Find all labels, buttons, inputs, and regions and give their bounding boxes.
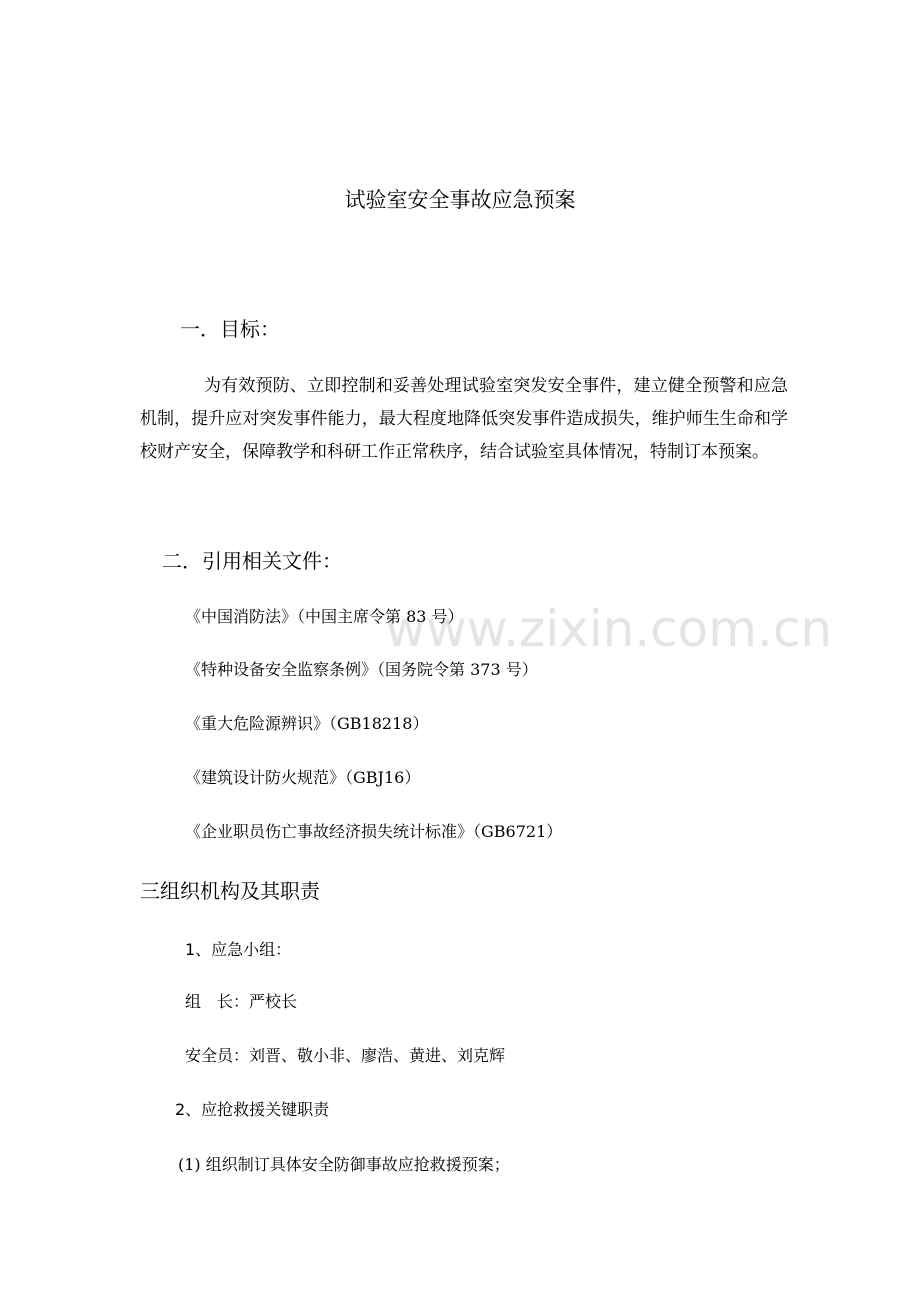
reference-item: 《企业职员伤亡事故经济损失统计标准》（GB6721） [185,822,563,841]
subsection-heading-emergency-team: 1、应急小组： [185,940,292,959]
subsection-heading-key-duties: 2、应抢救援关键职责 [175,1100,330,1119]
reference-item: 《特种设备安全监察条例》（国务院令第 373 号） [185,660,538,679]
section-heading-organization: 三组织机构及其职责 [140,879,320,903]
reference-item: 《建筑设计防火规范》（GBJ16） [185,768,421,787]
watermark-text: www.zixin.com.cn [385,600,833,658]
goal-paragraph: 为有效预防、立即控制和妥善处理试验室突发安全事件，建立健全预警和应急机制，提升应对突发事件能力，最大程度地降低突发事件造成损失，维护师生生命和学校财产安全，保障教学和科研工作正常秩序，结合试验室具体情况，特制订本预案。 [140,376,788,462]
document-title: 试验室安全事故应急预案 [344,188,576,212]
team-leader-line: 组 长：严校长 [185,992,298,1011]
reference-item: 《重大危险源辨识》（GB18218） [185,714,429,733]
section-heading-goal: 一．目标： [180,317,280,341]
duty-item: (1) 组织制订具体安全防御事故应抢救援预案； [178,1155,510,1174]
reference-item: 《中国消防法》（中国主席令第 83 号） [185,607,464,626]
section-heading-references: 二．引用相关文件： [162,549,342,573]
safety-officers-line: 安全员：刘晋、敬小非、廖浩、黄进、刘克辉 [185,1046,506,1065]
